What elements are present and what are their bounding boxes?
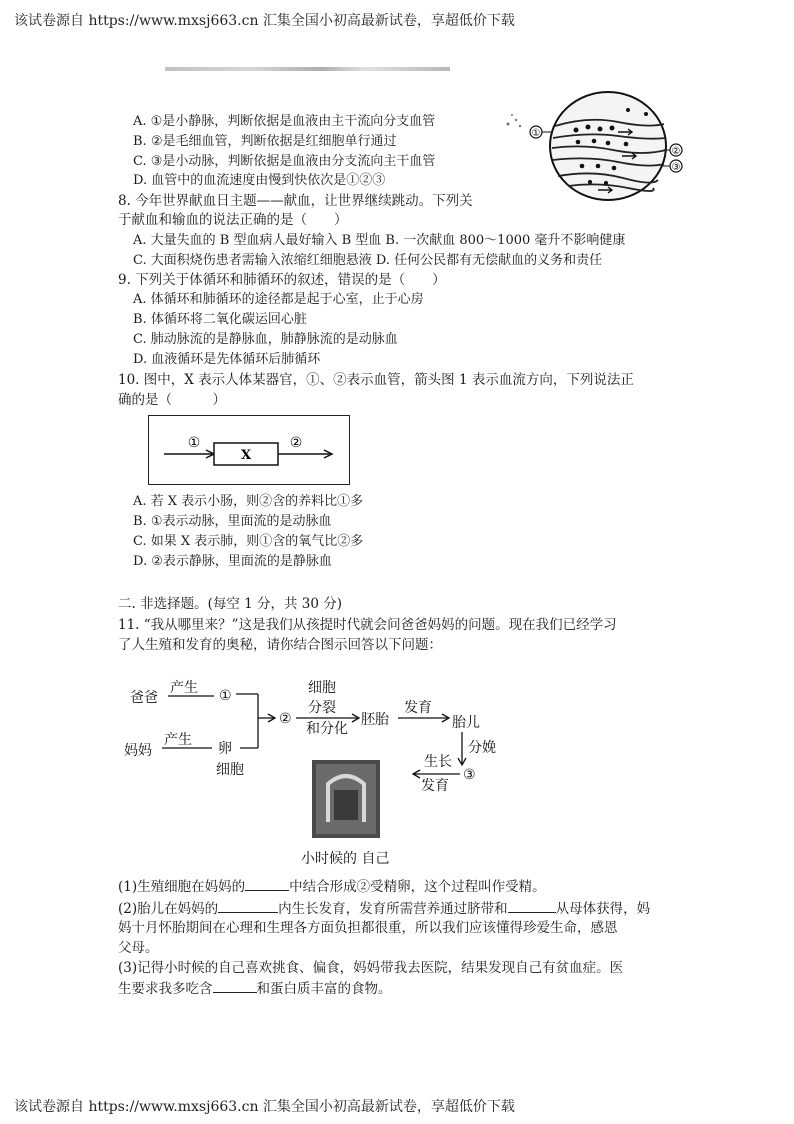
q11-sub3-blank[interactable]	[213, 978, 257, 993]
grow-label: 生长	[424, 754, 452, 770]
q8-options-ab: A. 大量失血的 B 型血病人最好输入 B 型血 B. 一次献血 800～1000 毫升不影响健康	[133, 233, 626, 248]
q9-option-d: D. 血液循环是先体循环后肺循环	[133, 352, 321, 367]
q9-stem: 9. 下列关于体循环和肺循环的叙述，错误的是（ ）	[118, 272, 446, 288]
q11-reproduction-diagram	[118, 672, 538, 872]
q10-option-a: A. 若 X 表示小肠，则②含的养料比①多	[133, 494, 364, 509]
page-header: 该试卷源自 https://www.mxsj663.cn 汇集全国小初高最新试卷，享超低价下载	[14, 13, 515, 29]
q10-out-vessel-label: ②	[289, 435, 303, 451]
q11-sub2-text-a: (2)胎儿在妈妈的	[118, 901, 219, 917]
q8-options-cd: C. 大面积烧伤患者需输入浓缩红细胞悬液 D. 任何公民都有无偿献血的义务和责任	[133, 253, 603, 268]
dad-label: 爸爸	[130, 690, 158, 706]
q11-stem-line1: 11. “我从哪里来？”这是我们从孩提时代就会问爸爸妈妈的问题。现在我们已经学习	[118, 617, 617, 633]
mom-label: 妈妈	[124, 743, 152, 759]
produce-label-2: 产生	[164, 732, 192, 748]
sperm-circle-1: ①	[219, 688, 232, 704]
fetus-label: 胎儿	[452, 715, 480, 731]
scan-artifact	[165, 67, 450, 71]
develop-label-2: 发育	[421, 778, 449, 794]
section2-title: 二. 非选择题。(每空 1 分，共 30 分)	[118, 596, 343, 612]
q11-sub2-blank-1[interactable]	[218, 898, 278, 913]
baby-circle-3: ③	[463, 767, 476, 783]
q11-sub3-line1: (3)记得小时候的自己喜欢挑食、偏食，妈妈带我去医院，结果发现自己有贫血症。医	[118, 960, 624, 976]
q9-option-a: A. 体循环和肺循环的途径都是起于心室，止于心房	[133, 292, 424, 307]
q7-option-a: A. ①是小静脉，判断依据是血液由主干流向分支血管	[133, 114, 436, 129]
q11-sub1-text-b: 中结合形成②受精卵，这个过程叫作受精。	[289, 879, 546, 895]
cell-division-line3: 和分化	[306, 721, 348, 737]
develop-label: 发育	[404, 700, 432, 716]
q10-option-c: C. 如果 X 表示肺，则①含的氧气比②多	[133, 534, 364, 549]
embryo-label: 胚胎	[361, 712, 389, 728]
q7-label-3: ③	[671, 162, 681, 173]
q10-organ-x: X	[240, 448, 252, 463]
q11-sub2-text-b: 内生长发育，发育所需营养通过脐带和	[278, 901, 508, 917]
q10-option-b: B. ①表示动脉，里面流的是动脉血	[133, 514, 332, 529]
q10-in-vessel-label: ①	[187, 435, 201, 451]
cell-division-line1: 细胞	[308, 680, 336, 696]
photo-caption: 小时候的 自己	[301, 851, 390, 867]
egg-label-line1: 卵	[218, 741, 232, 757]
page-footer: 该试卷源自 https://www.mxsj663.cn 汇集全国小初高最新试卷，享超低价下载	[14, 1099, 515, 1115]
q10-option-d: D. ②表示静脉，里面流的是静脉血	[133, 554, 332, 569]
q11-sub3-text-b: 和蛋白质丰富的食物。	[256, 981, 392, 997]
produce-label-1: 产生	[170, 680, 198, 696]
q8-stem-line1: 8. 今年世界献血日主题——献血，让世界继续跳动。下列关	[118, 193, 473, 209]
q11-sub2-line3: 父母。	[118, 940, 159, 956]
q7-option-b: B. ②是毛细血管，判断依据是红细胞单行通过	[133, 134, 397, 149]
q11-sub3-text-a: 生要求我多吃含	[118, 981, 213, 997]
q11-sub1-text-a: (1)生殖细胞在妈妈的	[118, 879, 246, 895]
q11-sub2-blank-2[interactable]	[508, 898, 556, 913]
q10-flow-figure	[148, 415, 348, 483]
q7-vessel-figure	[498, 86, 688, 202]
q11-sub2	[118, 898, 650, 919]
q7-label-2: ②	[671, 146, 681, 157]
zygote-circle-2: ②	[279, 711, 292, 727]
q8-stem-line2: 于献血和输血的说法正确的是（ ）	[118, 212, 348, 228]
q11-stem-line2: 了人生殖和发育的奥秘，请你结合图示回答以下问题：	[118, 637, 442, 653]
delivery-label: 分娩	[468, 740, 496, 756]
q10-stem-line2: 确的是（ ）	[118, 392, 226, 408]
q11-sub3-line2	[118, 978, 392, 999]
q11-sub1	[118, 876, 546, 897]
q10-stem-line1: 10. 图中，X 表示人体某器官，①、②表示血管，箭头图 1 表示血流方向，下列说法正	[118, 372, 634, 388]
cell-division-line2: 分裂	[308, 700, 336, 716]
q9-option-b: B. 体循环将二氧化碳运回心脏	[133, 312, 307, 327]
egg-label-line2: 细胞	[216, 762, 244, 778]
q7-option-d: D. 血管中的血流速度由慢到快依次是①②③	[133, 173, 386, 188]
q9-option-c: C. 肺动脉流的是静脉血，肺静脉流的是动脉血	[133, 332, 398, 347]
q7-label-1: ①	[531, 128, 541, 139]
q7-option-c: C. ③是小动脉，判断依据是血液由分支流向主干血管	[133, 154, 436, 169]
q11-sub2-text-c: 从母体获得，妈	[555, 901, 651, 917]
q11-sub2-line2: 妈十月怀胎期间在心理和生理各方面负担都很重，所以我们应该懂得珍爱生命，感恩	[118, 920, 618, 936]
q11-sub1-blank[interactable]	[245, 876, 289, 891]
